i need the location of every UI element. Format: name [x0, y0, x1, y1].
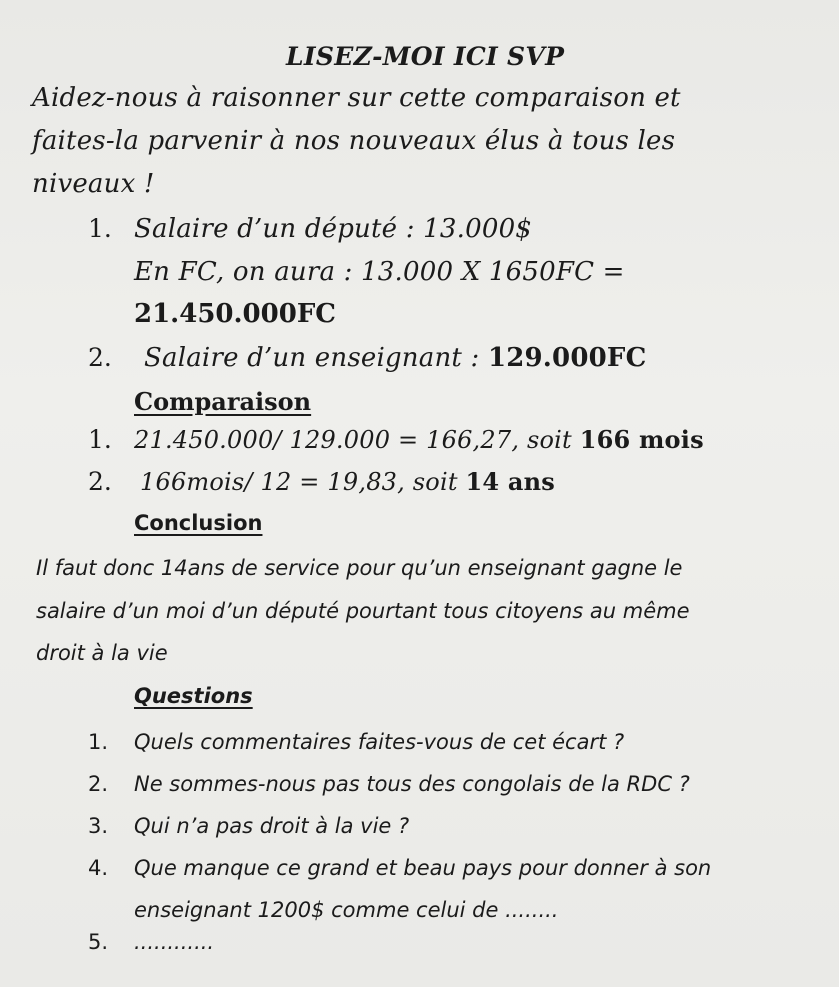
comparison-2-text: 166mois/ 12 = 19,83, soit: [140, 468, 466, 496]
comparison-2-number: 2.: [88, 467, 112, 496]
fact-1-line-1: Salaire d’un député : 13.000$: [134, 214, 533, 244]
fact-1-number: 1.: [88, 214, 112, 243]
comparison-1-line: [134, 425, 704, 454]
conclusion-line-2: salaire d’un moi d’un député pourtant tous citoyens au même: [36, 599, 690, 623]
comparison-2-bold: 14 ans: [465, 467, 555, 496]
intro-line-3: niveaux !: [32, 169, 155, 199]
questions-heading: Questions: [134, 684, 253, 708]
question-2-number: 2.: [88, 772, 109, 796]
fact-1-line-3: 21.450.000FC: [134, 299, 336, 329]
fact-2-number: 2.: [88, 343, 112, 372]
conclusion-heading: Conclusion: [134, 511, 263, 535]
comparison-2-line: [140, 467, 555, 496]
comparison-1-text: 21.450.000/ 129.000 = 166,27, soit: [134, 426, 580, 454]
question-3-number: 3.: [88, 814, 109, 838]
fact-1-line-2: En FC, on aura : 13.000 X 1650FC =: [134, 257, 625, 287]
fact-2-text: Salaire d’un enseignant :: [144, 343, 488, 373]
question-5-text: ............: [134, 930, 215, 954]
question-3-text: Qui n’a pas droit à la vie ?: [134, 814, 410, 838]
question-2-text: Ne sommes-nous pas tous des congolais de la RDC ?: [134, 772, 690, 796]
intro-line-2: faites-la parvenir à nos nouveaux élus à tous les: [32, 126, 676, 156]
question-4-line-1: Que manque ce grand et beau pays pour donner à son: [134, 856, 712, 880]
fact-2-bold: 129.000FC: [487, 343, 647, 373]
comparison-1-number: 1.: [88, 425, 112, 454]
fact-2-line: [144, 343, 647, 373]
intro-line-1: Aidez-nous à raisonner sur cette comparaison et: [32, 83, 681, 113]
conclusion-line-1: Il faut donc 14ans de service pour qu’un enseignant gagne le: [36, 556, 683, 580]
question-4-number: 4.: [88, 856, 109, 880]
comparison-heading: Comparaison: [134, 387, 312, 416]
question-1-text: Quels commentaires faites-vous de cet écart ?: [134, 730, 625, 754]
comparison-1-bold: 166 mois: [579, 425, 704, 454]
conclusion-line-3: droit à la vie: [36, 641, 168, 665]
question-5-number: 5.: [88, 930, 109, 954]
question-1-number: 1.: [88, 730, 109, 754]
question-4-line-2: enseignant 1200$ comme celui de ........: [134, 898, 559, 922]
page-title: LISEZ-MOI ICI SVP: [286, 42, 565, 71]
